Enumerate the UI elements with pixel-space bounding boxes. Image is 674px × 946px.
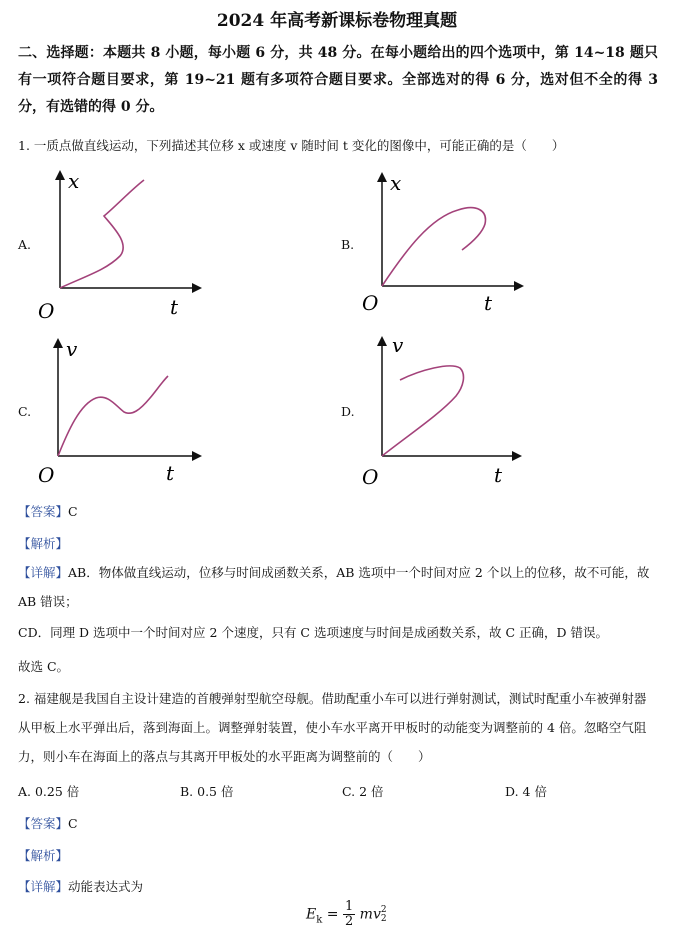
y-axis-label: v <box>392 333 404 357</box>
q2-choice-b: B. 0.5 倍 <box>180 784 234 799</box>
x-axis-label: t <box>166 461 175 485</box>
q2-choice-a: A. 0.25 倍 <box>18 784 80 799</box>
answer-value: C <box>68 504 78 519</box>
q2-detail-line: 【详解】动能表达式为 <box>18 879 144 894</box>
q1-conclusion: 故选 C。 <box>18 659 70 674</box>
q2-choice-c: C. 2 倍 <box>342 784 384 799</box>
option-d-graph <box>360 334 530 488</box>
option-a-graph <box>36 168 206 323</box>
detail-tag: 【详解】 <box>18 565 69 580</box>
displacement-curve <box>60 180 144 288</box>
fraction: $\frac{1}{2}$ <box>344 899 354 929</box>
question-1-stem: 1. 一质点做直线运动，下列描述其位移 x 或速度 v 随时间 t 变化的图像中，可能正确的是（ ） <box>18 138 565 153</box>
option-c-graph <box>36 336 206 488</box>
answer-value: C <box>68 816 78 831</box>
velocity-curve <box>382 366 463 456</box>
section-instructions: 二、选择题：本题共 8 小题，每小题 6 分，共 48 分。在每小题给出的四个选项中，第 14~18 题只有一项符合题目要求，第 19~21 题有多项符合题目要求。全部选对的得 6 分，选对但不全的得 3 分，有选错的得 0 分。 <box>18 45 658 115</box>
option-b-letter: B. <box>341 237 355 252</box>
x-axis-label: t <box>170 295 179 319</box>
answer-tag: 【答案】 <box>18 816 69 831</box>
q1-detail-1: 【详解】AB．物体做直线运动，位移与时间成函数关系，AB 选项中一个时间对应 2 个以上的位移，故不可能，故 AB 错误； <box>18 565 650 609</box>
detail-tag: 【详解】 <box>18 879 69 894</box>
y-axis-label: v <box>66 337 78 361</box>
kinetic-energy-formula: $E_k$ = $\frac{1}{2}$ mv 2 2 <box>306 899 387 929</box>
q1-analysis-line <box>18 534 68 552</box>
x-axis-label: t <box>494 463 503 487</box>
y-axis-label: x <box>68 169 80 193</box>
page-title: 2024 年高考新课标卷物理真题 <box>216 11 458 31</box>
option-c-letter: C. <box>18 404 32 419</box>
analysis-tag: 【解析】 <box>18 536 69 551</box>
option-d-letter: D. <box>341 404 355 419</box>
question-2-stem: 2. 福建舰是我国自主设计建造的首艘弹射型航空母舰。借助配重小车可以进行弹射测试，测试时配重小车被弹射器从甲板上水平弹出后，落到海面上。调整弹射装置，使小车水平离开甲板时的动能变为调整前的 4 倍。忽略空气阻力，则小车在海面上的落点与其离开甲板处的水平距离为调整前的（ ） <box>18 691 647 764</box>
q1-detail-2: CD．同理 D 选项中一个时间对应 2 个速度，只有 C 选项速度与时间是成函数关系，故 C 正确，D 错误。 <box>18 625 608 640</box>
origin-label: O <box>362 291 379 315</box>
q2-answer-line <box>18 814 78 832</box>
y-axis-label: x <box>390 171 402 195</box>
answer-tag: 【答案】 <box>18 504 69 519</box>
origin-label: O <box>38 299 55 323</box>
option-a-letter: A. <box>18 237 32 252</box>
q1-answer-line <box>18 502 78 520</box>
analysis-tag: 【解析】 <box>18 848 69 863</box>
velocity-curve <box>58 376 168 456</box>
q2-choice-d: D. 4 倍 <box>505 784 547 799</box>
q2-analysis-line <box>18 846 68 864</box>
option-b-graph <box>358 170 528 320</box>
x-axis-label: t <box>484 291 493 315</box>
origin-label: O <box>362 465 379 489</box>
origin-label: O <box>38 463 55 487</box>
displacement-curve <box>382 208 485 286</box>
